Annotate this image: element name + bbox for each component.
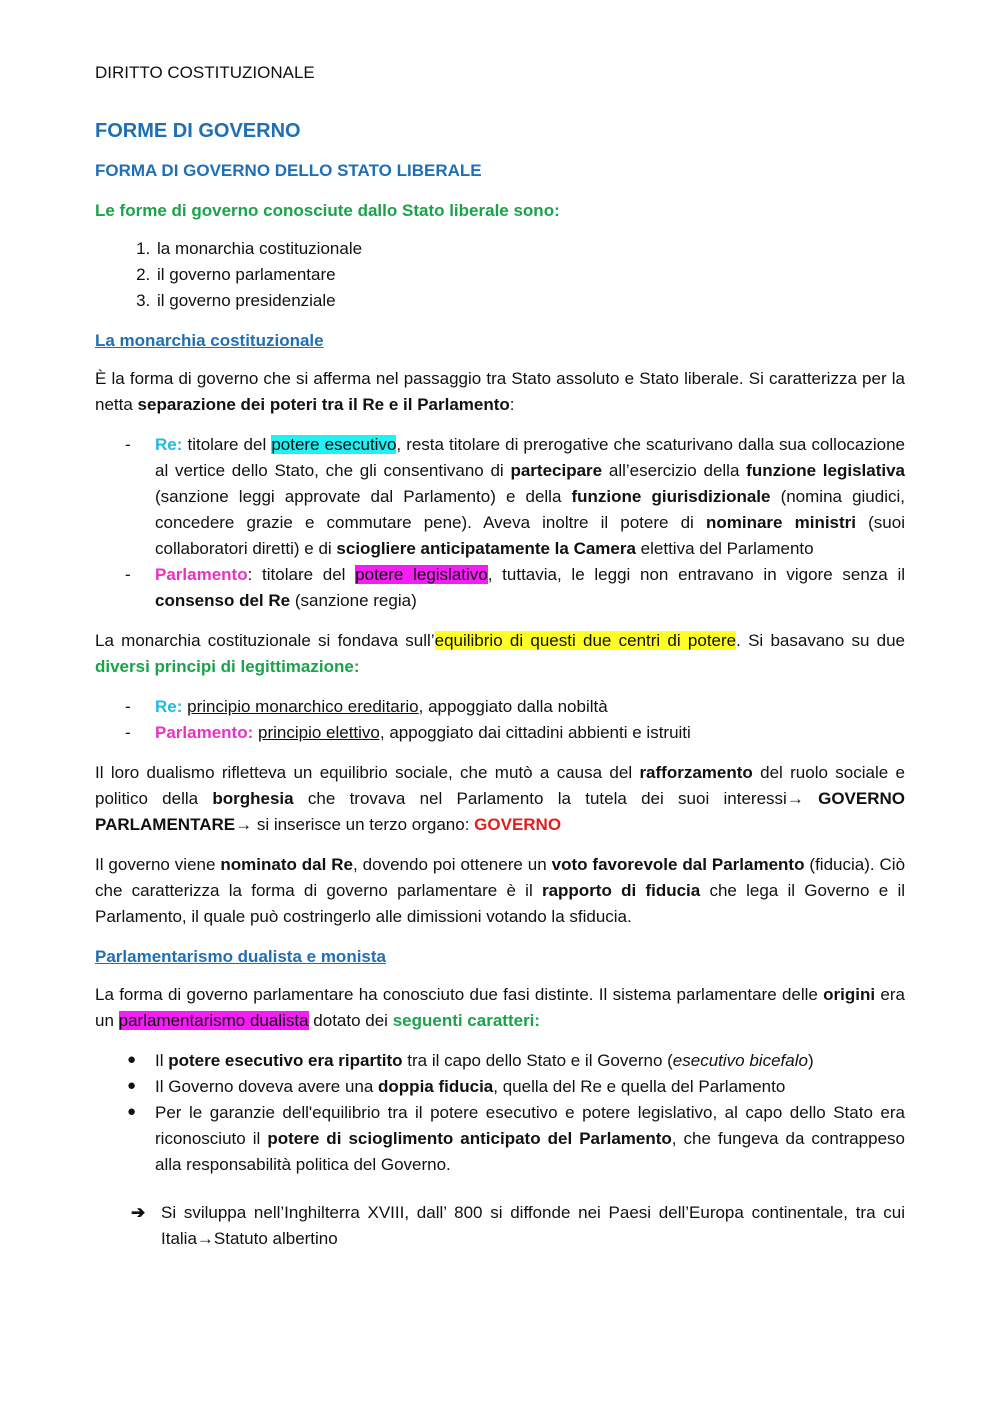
list-item-parlamento-legittimazione: - Parlamento: principio elettivo, appoggiato dai cittadini abbienti e istruiti — [125, 723, 691, 742]
heading-monarchia: La monarchia costituzionale — [95, 331, 324, 350]
paragraph-governo: Il governo viene nominato dal Re, dovendo poi ottenere un voto favorevole dal Parlamento (fiducia). Ciò che caratterizza la forma di governo parlamentare è il rapporto di fiducia che lega il Governo e il Parlamento, il quale può costringerlo alle dimissioni votando la sfiducia. — [95, 855, 906, 926]
legitimation-list — [95, 694, 905, 746]
list-item-re: - Re: titolare del potere esecutivo, resta titolare di prerogative che scaturivano dalla sua collocazione al vertice dello Stato, che gli consentivano di partecipare all’esercizio della funzione legislativa (sanzione leggi approvate dal Parlamento) e della funzione giurisdizionale (nomina giudici, concedere grazie e commutare pene). Aveva inoltre il potere di nominare ministri (suoi collaboratori diretti) e di sciogliere anticipatamente la Camera elettiva del Parlamento — [125, 435, 906, 558]
forms-list — [95, 236, 905, 314]
paragraph-parlamentarismo-intro: La forma di governo parlamentare ha conosciuto due fasi distinte. Il sistema parlamentare delle origini era un parlamentarismo dualista dotato dei seguenti caratteri: — [95, 985, 905, 1030]
list-item: ● Il Governo doveva avere una doppia fiducia, quella del Re e quella del Parlamento — [95, 1074, 905, 1100]
section-subtitle: FORMA DI GOVERNO DELLO STATO LIBERALE — [95, 161, 482, 180]
powers-list — [95, 432, 905, 614]
characters-list — [95, 1048, 905, 1178]
paragraph-equilibrio: La monarchia costituzionale si fondava sull’equilibrio di questi due centri di potere. Si basavano su due diversi principi di legittimazione: — [95, 631, 906, 676]
heading-parlamentarismo: Parlamentarismo dualista e monista — [95, 947, 386, 966]
arrow-note: ➔ Si sviluppa nell’Inghilterra XVIII, dall’ 800 si diffonde nei Paesi dell’Europa continentale, tra cui Italia→Statuto albertino — [95, 1200, 905, 1252]
list-item: 2. il governo parlamentare — [155, 262, 905, 288]
bullet-icon: ● — [127, 1051, 137, 1068]
arrow-right-icon: ➔ — [131, 1203, 146, 1222]
list-item-parlamento: - Parlamento: titolare del potere legislativo, tuttavia, le leggi non entravano in vigore senza il consenso del Re (sanzione regia) — [125, 565, 906, 610]
paragraph-monarchia-intro: È la forma di governo che si afferma nel passaggio tra Stato assoluto e Stato liberale. Si caratterizza per la netta separazione dei poteri tra il Re e il Parlamento: — [95, 369, 905, 414]
forms-lead: Le forme di governo conosciute dallo Stato liberale sono: — [95, 201, 560, 220]
bullet-icon: ● — [127, 1077, 137, 1094]
bullet-icon: ● — [127, 1103, 137, 1120]
list-item: ● Il potere esecutivo era ripartito tra il capo dello Stato e il Governo (esecutivo bicefalo) — [95, 1048, 905, 1074]
list-item-re-legittimazione: - Re: principio monarchico ereditario, appoggiato dalla nobiltà — [125, 697, 608, 716]
page-title: FORME DI GOVERNO — [95, 120, 301, 142]
paragraph-dualismo: Il loro dualismo rifletteva un equilibrio sociale, che mutò a causa del rafforzamento del ruolo sociale e politico della borghesia che trovava nel Parlamento la tutela dei suoi interessi→ GOVERNO PARLAMENTARE→ si inserisce un terzo organo: GOVERNO — [95, 763, 905, 834]
list-item: 1. la monarchia costituzionale — [155, 236, 905, 262]
document-page — [95, 60, 905, 1252]
list-item: 3. il governo presidenziale — [155, 288, 905, 314]
document-header: DIRITTO COSTITUZIONALE — [95, 63, 315, 82]
list-item: ● Per le garanzie dell'equilibrio tra il potere esecutivo e potere legislativo, al capo dello Stato era riconosciuto il potere di scioglimento anticipato del Parlamento, che fungeva da contrappeso alla responsabilità politica del Governo. — [95, 1100, 905, 1178]
